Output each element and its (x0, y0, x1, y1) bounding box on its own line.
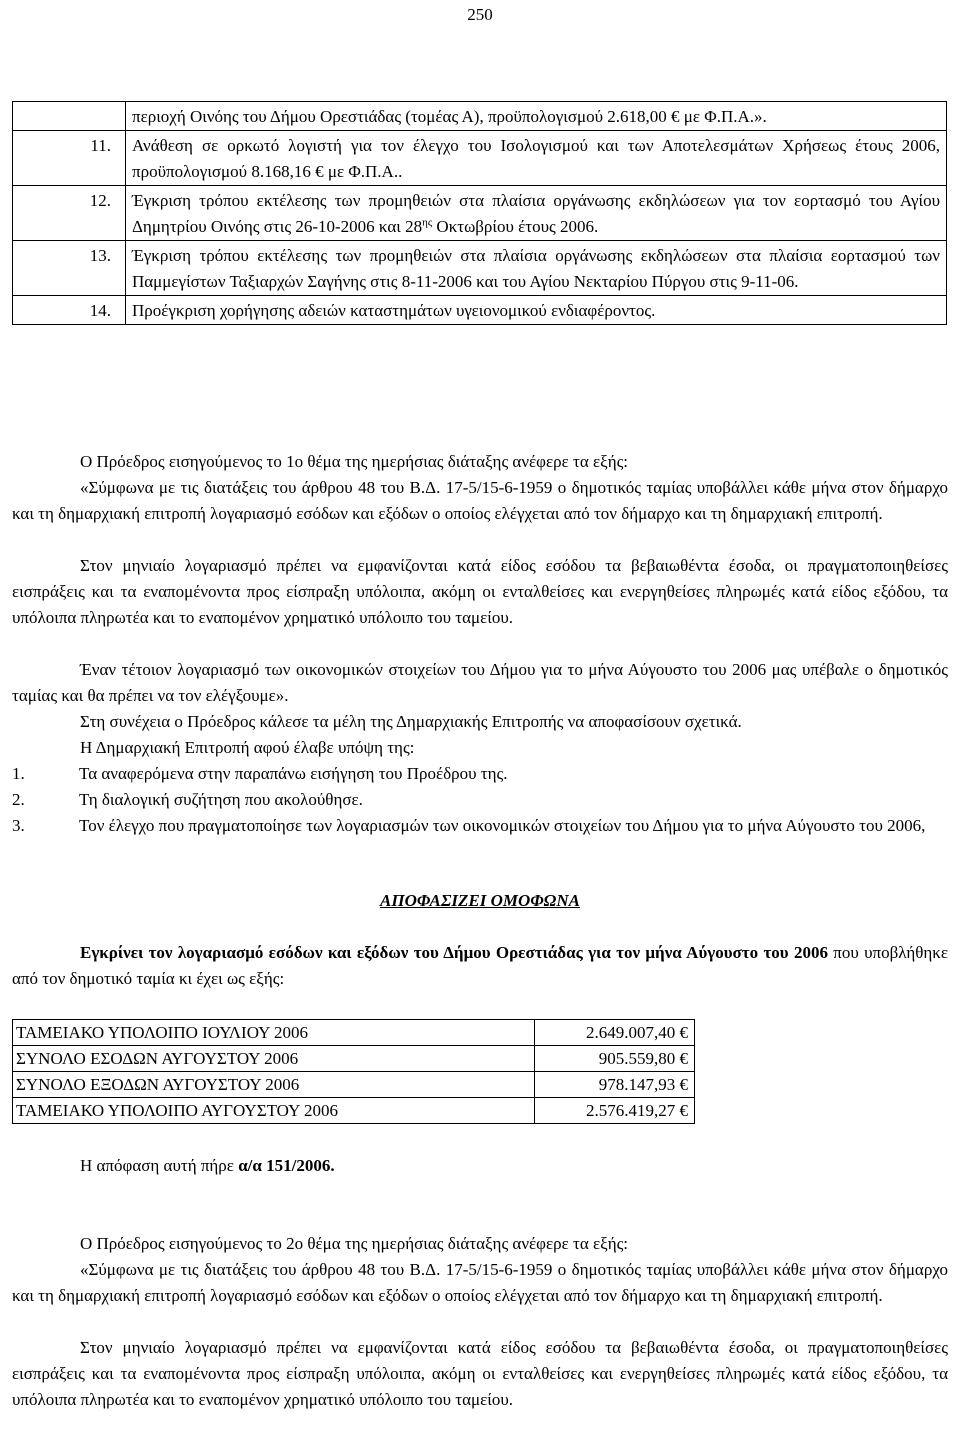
balance-row (13, 1046, 695, 1072)
agenda-num: 11. (13, 131, 126, 186)
balance-amount: 905.559,80 € (535, 1046, 695, 1072)
agenda-num: 12. (13, 186, 126, 241)
balance-label: ΤΑΜΕΙΑΚΟ ΥΠΟΛΟΙΠΟ ΙΟΥΛΙΟΥ 2006 (13, 1020, 535, 1046)
approval-rest: που υποβλήθηκε από τον δημοτικό ταμία κι έχει ως εξής: (12, 943, 949, 988)
balance-amount: 978.147,93 € (535, 1072, 695, 1098)
agenda-text: Ανάθεση σε ορκωτό λογιστή για τον έλεγχο του Ισολογισμού και των Αποτελεσμάτων Χρήσεως έτους 2006, προϋπολογισμού 8.168,16 € με Φ.Π.Α.. (126, 131, 947, 186)
agenda-row (13, 131, 947, 186)
page-number: 250 (467, 5, 493, 24)
list-item-text: Τα αναφερόμενα στην παραπάνω εισήγηση του Προέδρου της. (79, 764, 508, 783)
list-item-number: 3. (12, 816, 25, 835)
agenda-num: 13. (13, 241, 126, 296)
decision-line (12, 1153, 948, 1179)
agenda-row (13, 296, 947, 325)
decision-title: ΑΠΟΦΑΣΙΖΕΙ ΟΜΟΦΩΝΑ (380, 891, 580, 910)
balance-table (12, 1019, 695, 1124)
section1-paragraph-2: Στον μηνιαίο λογαριασμό πρέπει να εμφανίζονται κατά είδος εσόδου τα βεβαιωθέντα έσοδα, οι πραγματοποιηθείσες εισπράξεις και τα εναπομένοντα προς είσπραξη υπόλοιπα, ακόμη οι ενταλθείσες και ενεργηθείσες πληρωμές κατά είδος εξόδου, τα υπόλοιπα πληρωτέα και το εναπομένον χρηματικό υπόλοιπο του ταμείου. (12, 556, 948, 627)
agenda-row (13, 186, 947, 241)
section1-paragraph-3: Έναν τέτοιον λογαριασμό των οικονομικών στοιχείων του Δήμου για το μήνα Αύγουστο του 2006 μας υπέβαλε ο δημοτικός ταμίας και θα πρέπει να τον ελέγξουμε». (12, 660, 948, 705)
balance-label: ΣΥΝΟΛΟ ΕΣΟΔΩΝ ΑΥΓΟΥΣΤΟΥ 2006 (13, 1046, 535, 1072)
approval-bold: Εγκρίνει τον λογαριασμό εσόδων και εξόδων του Δήμου Ορεστιάδας για τον μήνα Αύγουστο του 2006 (80, 943, 828, 962)
section1-intro: Ο Πρόεδρος εισηγούμενος το 1ο θέμα της ημερήσιας διάταξης ανέφερε τα εξής: (80, 452, 629, 471)
section2-intro: Ο Πρόεδρος εισηγούμενος το 2ο θέμα της ημερήσιας διάταξης ανέφερε τα εξής: (80, 1234, 629, 1253)
agenda-text: Προέγκριση χορήγησης αδειών καταστημάτων υγειονομικού ενδιαφέροντος. (126, 296, 947, 325)
decision-number: α/α 151/2006. (238, 1156, 335, 1175)
agenda-text: περιοχή Οινόης του Δήμου Ορεστιάδας (τομέας Α), προϋπολογισμού 2.618,00 € με Φ.Π.Α.». (126, 102, 947, 131)
section2-paragraph-2: Στον μηνιαίο λογαριασμό πρέπει να εμφανίζονται κατά είδος εσόδου τα βεβαιωθέντα έσοδα, οι πραγματοποιηθείσες εισπράξεις και τα εναπομένοντα προς είσπραξη υπόλοιπα, ακόμη οι ενταλθείσες και ενεργηθείσες πληρωμές κατά είδος εξόδου, τα υπόλοιπα πληρωτέα και το εναπομένον χρηματικό υπόλοιπο του ταμείου. (12, 1338, 948, 1409)
agenda-row (13, 241, 947, 296)
ordinal-suffix: ης (422, 216, 433, 229)
agenda-table (12, 101, 947, 325)
decision-text: Η απόφαση αυτή πήρε (80, 1156, 234, 1175)
balance-amount: 2.649.007,40 € (535, 1020, 695, 1046)
agenda-num: 14. (13, 296, 126, 325)
section1-quote: «Σύμφωνα με τις διατάξεις του άρθρου 48 του Β.Δ. 17-5/15-6-1959 ο δημοτικός ταμίας υποβάλλει κάθε μήνα στον δήμαρχο και τη δημαρχιακή επιτροπή λογαριασμό εσόδων και εξόδων ο οποίος ελέγχεται από τον δήμαρχο και τη δημαρχιακή επιτροπή. (12, 478, 948, 523)
agenda-num (13, 102, 126, 131)
agenda-text: Έγκριση τρόπου εκτέλεσης των προμηθειών στα πλαίσια οργάνωσης εκδηλώσεων στα πλαίσια εορτασμού των Παμμεγίστων Ταξιαρχών Σαγήνης στις 8-11-2006 και του Αγίου Νεκταρίου Πύργου στις 9-11-06. (126, 241, 947, 296)
agenda-row (13, 102, 947, 131)
list-item (12, 787, 948, 813)
balance-amount: 2.576.419,27 € (535, 1098, 695, 1124)
approval-paragraph (12, 940, 948, 992)
section1-paragraph-4: Στη συνέχεια ο Πρόεδρος κάλεσε τα μέλη της Δημαρχιακής Επιτροπής να αποφασίσουν σχετικά. (80, 712, 742, 731)
agenda-text-part: Έγκριση τρόπου εκτέλεσης των προμηθειών στα πλαίσια οργάνωσης εκδηλώσεων για τον εορτασμό του Αγίου Δημητρίου Οινόης στις 26-10-2006 και 28 (132, 191, 940, 236)
balance-row (13, 1020, 695, 1046)
list-item (12, 813, 948, 839)
agenda-text (126, 186, 947, 241)
balance-row (13, 1098, 695, 1124)
list-item-text: Τον έλεγχο που πραγματοποίησε των λογαριασμών των οικονομικών στοιχείων του Δήμου για το μήνα Αύγουστο του 2006, (79, 816, 926, 835)
list-item-number: 1. (12, 764, 25, 783)
balance-row (13, 1072, 695, 1098)
balance-label: ΤΑΜΕΙΑΚΟ ΥΠΟΛΟΙΠΟ ΑΥΓΟΥΣΤΟΥ 2006 (13, 1098, 535, 1124)
agenda-text-part: Οκτωβρίου έτους 2006. (432, 217, 599, 236)
list-item-number: 2. (12, 790, 25, 809)
section2-quote: «Σύμφωνα με τις διατάξεις του άρθρου 48 του Β.Δ. 17-5/15-6-1959 ο δημοτικός ταμίας υποβάλλει κάθε μήνα στον δήμαρχο και τη δημαρχιακή επιτροπή λογαριασμό εσόδων και εξόδων ο οποίος ελέγχεται από τον δήμαρχο και τη δημαρχιακή επιτροπή. (12, 1260, 948, 1305)
list-item-text: Τη διαλογική συζήτηση που ακολούθησε. (79, 790, 363, 809)
section1-paragraph-5: Η Δημαρχιακή Επιτροπή αφού έλαβε υπόψη της: (80, 738, 415, 757)
list-item (12, 761, 948, 787)
balance-label: ΣΥΝΟΛΟ ΕΞΟΔΩΝ ΑΥΓΟΥΣΤΟΥ 2006 (13, 1072, 535, 1098)
